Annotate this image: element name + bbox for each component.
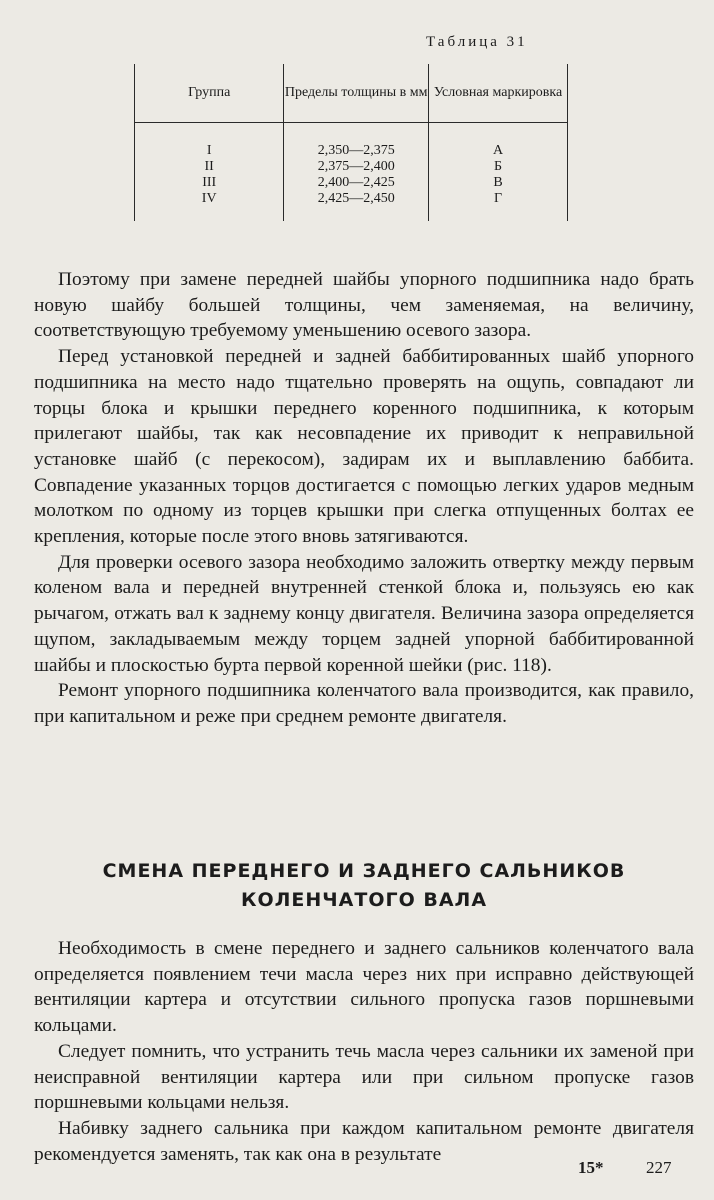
heading-line: КОЛЕНЧАТОГО ВАЛА xyxy=(240,889,488,911)
table-row xyxy=(135,159,568,175)
cell-marking: В xyxy=(429,175,568,191)
body-text-upper xyxy=(34,267,694,730)
heading-line: СМЕНА ПЕРЕДНЕГО И ЗАДНЕГО САЛЬНИКОВ xyxy=(102,860,626,882)
cell-thickness: 2,375—2,400 xyxy=(284,159,429,175)
cell-group: II xyxy=(135,159,284,175)
table-row xyxy=(135,123,568,160)
header-group: Группа xyxy=(135,64,284,123)
paragraph: Поэтому при замене передней шайбы упорного подшипника надо брать новую шайбу большей толщины, чем заменяемая, на величину, соответствующую требуемому уменьшению осевого зазора. xyxy=(34,269,694,342)
header-thickness: Пределы толщины в мм xyxy=(284,64,429,123)
paragraph: Необходимость в смене переднего и заднего сальников коленчатого вала определяется появлением течи масла через них при исправно действующей вентиляции картера и отсутствии сильного пропуска газов поршневыми кольцами. xyxy=(34,938,694,1037)
header-marking: Условная маркировка xyxy=(429,64,568,123)
cell-marking: А xyxy=(429,123,568,160)
table-caption: Таблица 31 xyxy=(426,34,528,50)
section-heading xyxy=(34,857,694,915)
paragraph: Ремонт упорного подшипника коленчатого вала производится, как правило, при капитальном и реже при среднем ремонте двигателя. xyxy=(34,680,694,727)
paragraph: Перед установкой передней и задней баббитированных шайб упорного подшипника на место надо тщательно проверять на ощупь, совпадают ли торцы блока и крышки переднего коренного подшипника, к которым прилегают шайбы, так как несовпадение их приводит к неправильной установке шайб (с перекосом), задирам их и выплавлению баббита. Совпадение указанных торцов достигается с помощью легких ударов медным молотком по одному из торцев крышки при слегка отпущенных болтах ее крепления, которые после этого вновь затягиваются. xyxy=(34,346,694,548)
body-text-lower xyxy=(34,936,694,1167)
table-header-row xyxy=(135,64,568,123)
cell-group: IV xyxy=(135,191,284,221)
table-row xyxy=(135,175,568,191)
page-number: 227 xyxy=(646,1158,672,1177)
cell-marking: Б xyxy=(429,159,568,175)
cell-thickness: 2,425—2,450 xyxy=(284,191,429,221)
signature-mark: 15* xyxy=(578,1158,604,1177)
paragraph: Для проверки осевого зазора необходимо заложить отвертку между первым коленом вала и передней внутренней стенкой блока и, пользуясь ею как рычагом, отжать вал к заднему концу двигателя. Величина зазора определяется щупом, закладываемым между торцем задней упорной баббитированной шайбы и плоскостью бурта первой коренной шейки (рис. 118). xyxy=(34,551,694,676)
table-row xyxy=(135,191,568,221)
cell-thickness: 2,350—2,375 xyxy=(284,123,429,160)
cell-group: I xyxy=(135,123,284,160)
cell-group: III xyxy=(135,175,284,191)
paragraph: Набивку заднего сальника при каждом капитальном ремонте двигателя рекомендуется заменять, так как она в результате xyxy=(34,1117,694,1165)
cell-thickness: 2,400—2,425 xyxy=(284,175,429,191)
paragraph: Следует помнить, что устранить течь масла через сальники их заменой при неисправной вентиляции картера или при сильном пропуске газов поршневыми кольцами нельзя. xyxy=(34,1040,694,1114)
thickness-table xyxy=(134,64,568,221)
cell-marking: Г xyxy=(429,191,568,221)
